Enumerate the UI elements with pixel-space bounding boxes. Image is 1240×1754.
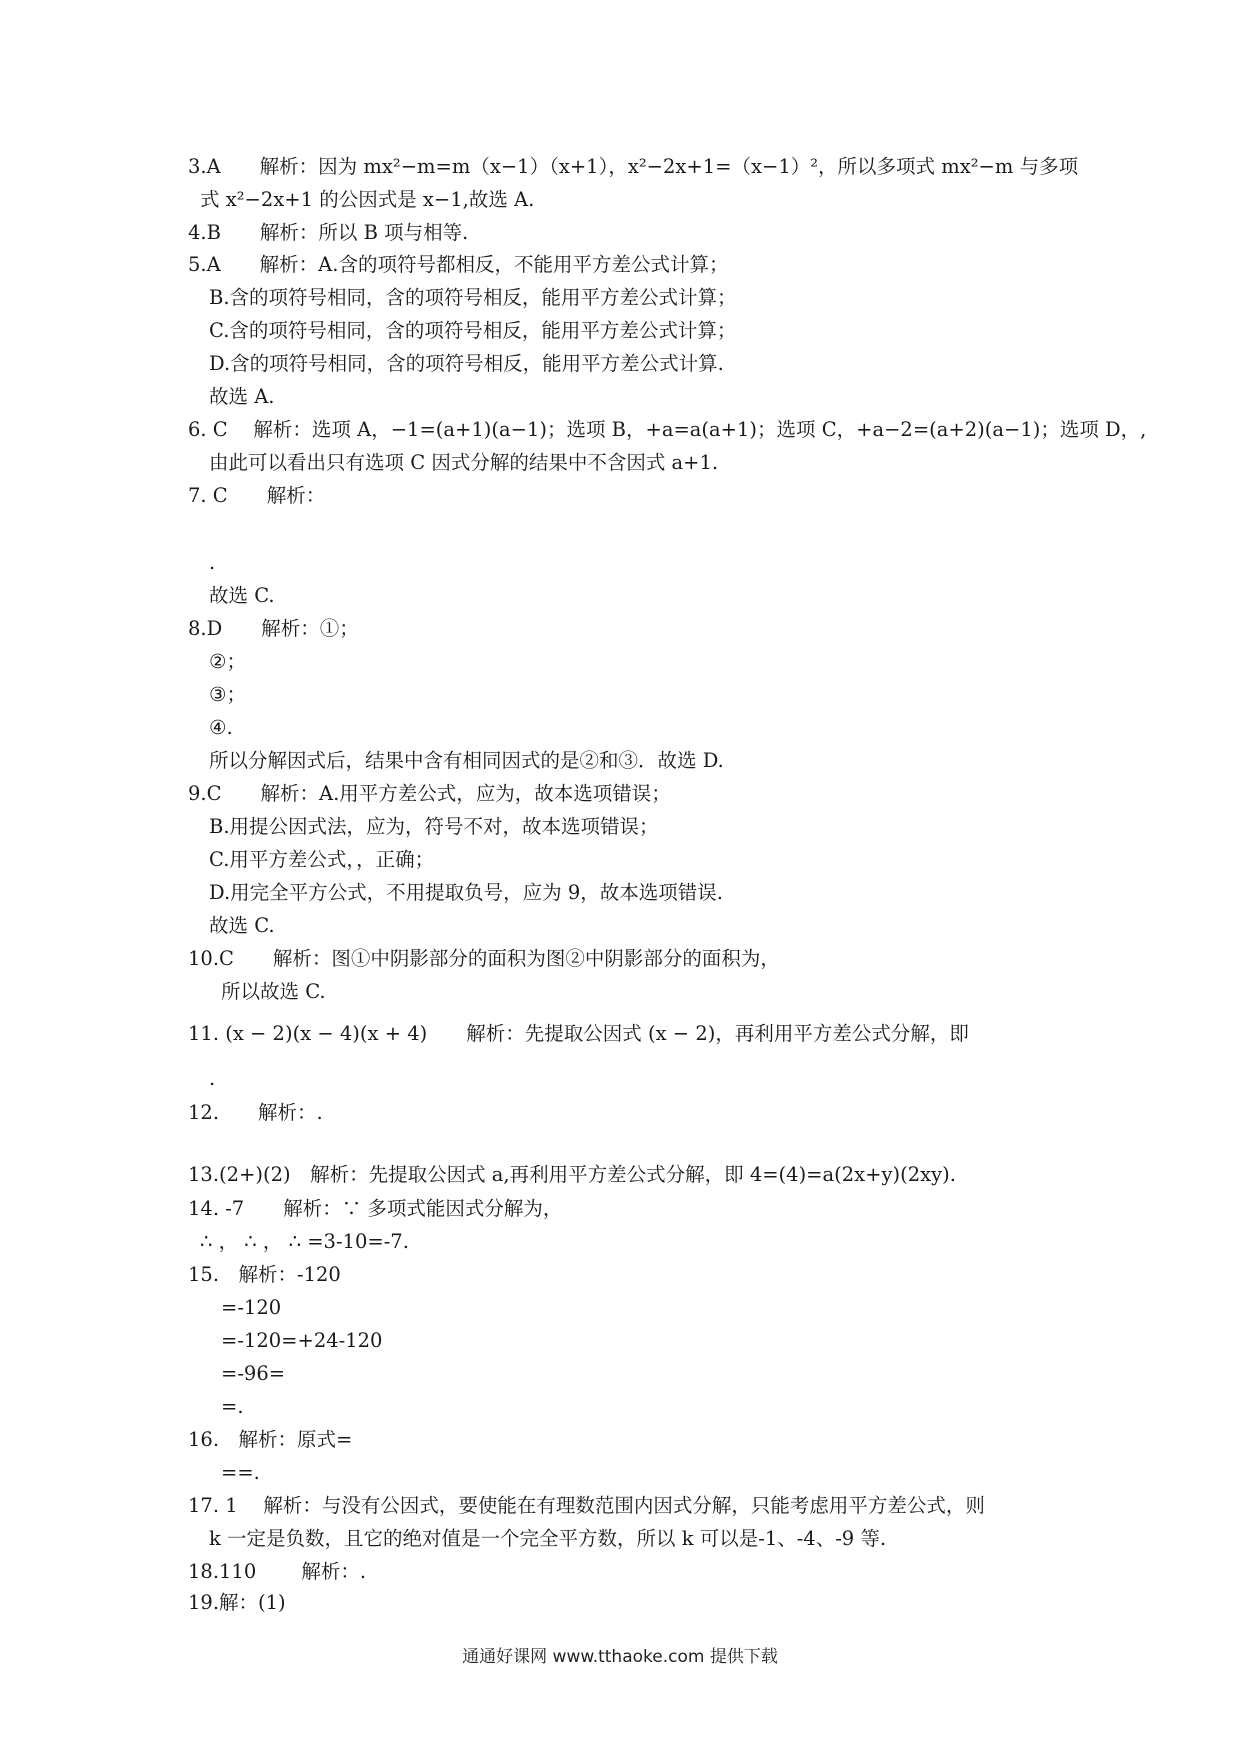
- answer-13-line-1: 13.(2+)(2) 解析：先提取公因式 a,再利用平方差公式分解，即 4=(4)=a(2x+y)(2xy).: [188, 1163, 956, 1186]
- answer-9-line-4: D.用完全平方公式，不用提取负号，应为 9，故本选项错误.: [209, 881, 723, 904]
- answer-14-line-1: 14. -7 解析：∵ 多项式能因式分解为，: [188, 1197, 563, 1220]
- answer-12-line-1: 12. 解析：.: [188, 1101, 323, 1124]
- answer-10-line-2: 所以故选 C.: [221, 980, 326, 1003]
- answer-9-line-2: B.用提公因式法，应为，符号不对，故本选项错误；: [209, 815, 659, 838]
- answer-16-line-1: 16. 解析：原式=: [188, 1428, 353, 1451]
- answer-15-line-2: =-120: [221, 1296, 282, 1319]
- answer-11-line-1: 11. (x − 2)(x − 4)(x + 4) 解析：先提取公因式 (x − 2)，再利用平方差公式分解，即: [188, 1022, 969, 1045]
- answer-15-line-1: 15. 解析：-120: [188, 1263, 341, 1286]
- answer-9-line-5: 故选 C.: [209, 914, 275, 937]
- answer-7-line-1: 7. C 解析：: [188, 484, 326, 507]
- answer-5-line-2: B.含的项符号相同，含的项符号相反，能用平方差公式计算；: [209, 286, 737, 309]
- answer-15-line-4: =-96=: [221, 1362, 286, 1385]
- answer-5-line-5: 故选 A.: [209, 385, 275, 408]
- answer-17-line-2: k 一定是负数，且它的绝对值是一个完全平方数，所以 k 可以是-1、-4、-9 等.: [209, 1527, 887, 1550]
- answer-15-line-3: =-120=+24-120: [221, 1329, 383, 1352]
- answer-8-line-3: ③；: [209, 683, 246, 706]
- answer-17-line-1: 17. 1 解析：与没有公因式，要使能在有理数范围内因式分解，只能考虑用平方差公式，则: [188, 1494, 985, 1517]
- answer-8-line-5: 所以分解因式后，结果中含有相同因式的是②和③．故选 D.: [209, 749, 724, 772]
- footer-credit: 通通好课网 www.tthaoke.com 提供下载: [462, 1647, 778, 1667]
- answer-7-line-3: 故选 C.: [209, 584, 275, 607]
- answer-8-line-1: 8.D 解析：①；: [188, 617, 359, 640]
- answer-19-line-1: 19.解：(1): [188, 1591, 286, 1614]
- answer-3-line-2: 式 x²−2x+1 的公因式是 x−1,故选 A.: [200, 188, 535, 211]
- answer-3-line-1: 3.A 解析：因为 mx²−m=m（x−1）（x+1），x²−2x+1=（x−1）²，所以多项式 mx²−m 与多项: [188, 155, 1079, 178]
- answer-7-line-2: .: [209, 551, 216, 574]
- answer-14-line-2: ∴ ， ∴ ， ∴ =3-10=-7.: [200, 1230, 409, 1253]
- answer-4-line-1: 4.B 解析：所以 B 项与相等.: [188, 221, 469, 244]
- answer-10-line-1: 10.C 解析：图①中阴影部分的面积为图②中阴影部分的面积为，: [188, 947, 780, 970]
- answer-5-line-1: 5.A 解析：A.含的项符号都相反，不能用平方差公式计算；: [188, 253, 729, 276]
- answer-6-line-1: 6. C 解析：选项 A，−1=(a+1)(a−1)；选项 B，+a=a(a+1)；选项 C，+a−2=(a+2)(a−1)；选项 D，,: [188, 418, 1147, 441]
- answer-5-line-4: D.含的项符号相同，含的项符号相反，能用平方差公式计算.: [209, 352, 724, 375]
- answer-6-line-2: 由此可以看出只有选项 C 因式分解的结果中不含因式 a+1.: [209, 451, 719, 474]
- answer-15-line-5: =.: [221, 1395, 244, 1418]
- answer-8-line-4: ④.: [209, 716, 233, 739]
- answer-8-line-2: ②；: [209, 650, 246, 673]
- answer-18-line-1: 18.110 解析：.: [188, 1560, 367, 1583]
- answer-11-line-2: .: [209, 1067, 216, 1090]
- answer-16-line-2: ==.: [221, 1461, 260, 1484]
- answer-9-line-1: 9.C 解析：A.用平方差公式，应为，故本选项错误；: [188, 782, 671, 805]
- answer-9-line-3: C.用平方差公式，，正确；: [209, 848, 435, 871]
- answer-5-line-3: C.含的项符号相同，含的项符号相反，能用平方差公式计算；: [209, 319, 737, 342]
